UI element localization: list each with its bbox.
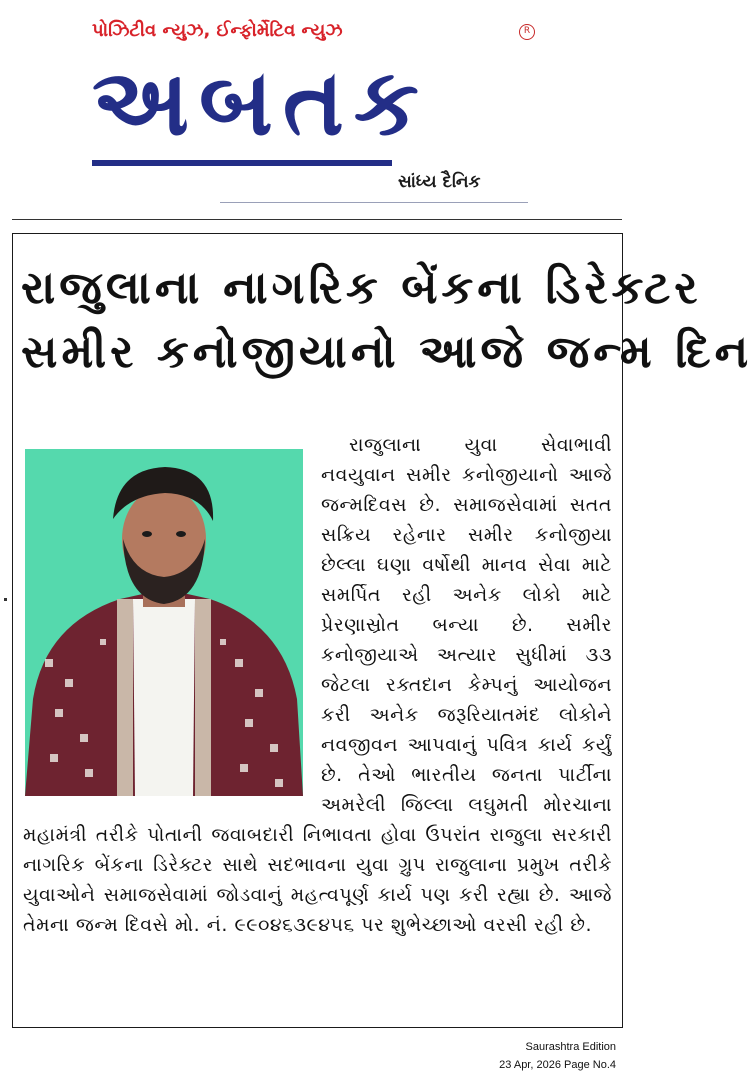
edition-name: Saurashtra Edition — [525, 1041, 616, 1053]
photo-text-wrap — [23, 430, 313, 800]
article-body-container — [23, 430, 612, 940]
logo-underline — [92, 160, 392, 166]
article-headline — [21, 256, 752, 384]
edition-type-label: સાંધ્ય દૈનિક — [398, 172, 481, 192]
headline-line-1: રાજુલાના નાગરિક બેંકના ડિરેક્ટર — [21, 261, 702, 314]
newspaper-logo: અબતક — [92, 49, 429, 156]
article-body: રાજુલાના યુવા સેવાભાવી નવયુવાન સમીર કનોજીયાનો આજે જન્મદિવસ છે. સમાજસેવામાં સતત સક્રિય રહેનાર સમીર કનોજીયા છેલ્લા ઘણા વર્ષોથી માનવ સેવા માટે સમર્પિત રહી અનેક લોકો માટે પ્રેરણાસ્રોત બન્યા છે. સમીર કનોજીયાએ અત્યાર સુધીમાં ૩૩ જેટલા રક્તદાન કેમ્પનું આયોજન કરી અનેક જરૂરિયાતમંદ લોકોને નવજીવન આપવાનું પવિત્ર કાર્ય કર્યું છે. તેઓ ભારતીય જનતા પાર્ટીના અમરેલી જિલ્લા લઘુમતી મોરચાના મહામંત્રી તરીકે પોતાની જવાબદારી નિભાવતા હોવા ઉપરાંત રાજુલા સરકારી નાગરિક બેંકના ડિરેક્ટર સાથે સદભાવના યુવા ગ્રુપ રાજુલાના પ્રમુખ તરીકે યુવાઓને સમાજસેવામાં જોડવાનું મહત્વપૂર્ણ કાર્ય પણ કરી રહ્યા છે. આજે તેમના જન્મ દિવસે મો. નં. ૯૯૦૪૬૩૯૪૫૬ પર શુભેચ્છાઓ વરસી રહી છે. — [23, 434, 612, 936]
page-divider — [12, 219, 622, 220]
page-footer — [416, 1038, 616, 1074]
headline-line-2: સમીર કનોજીયાનો આજે જન્મ દિન — [21, 325, 752, 378]
article-box — [12, 233, 752, 1028]
masthead-tagline: પોઝિટીવ ન્યુઝ, ઈન્ફોર્મેટિવ ન્યુઝ — [92, 20, 343, 41]
margin-mark — [4, 598, 7, 601]
edition-divider — [220, 202, 528, 203]
registered-trademark-icon: R — [519, 24, 535, 40]
date-page-number: 23 Apr, 2026 Page No.4 — [499, 1059, 616, 1071]
